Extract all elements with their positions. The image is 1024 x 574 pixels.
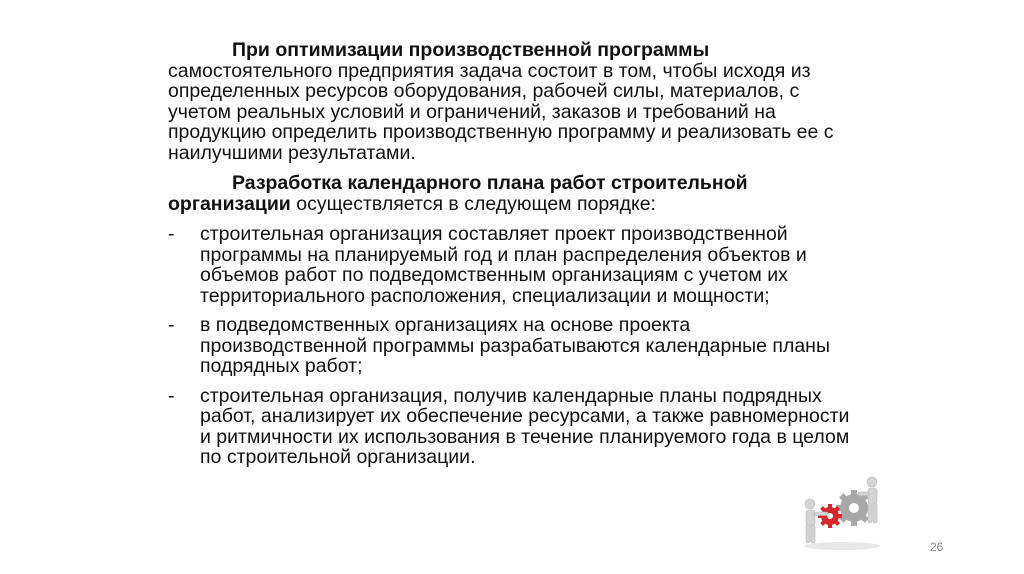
list-item xyxy=(168,224,858,306)
paragraph-calendar-plan-text: осуществляется в следующем порядке: xyxy=(296,192,656,215)
slide-body xyxy=(168,40,858,477)
page-number: 26 xyxy=(930,540,944,554)
list-marker: - xyxy=(168,384,175,407)
paragraph-optimization-text: самостоятельного предприятия задача состоит в том, чтобы исходя из определенных ресурсов оборудования, рабочей силы, материалов, с учетом реальных условий и ограничений, заказов и требований на продукцию определить производственную программу и реализовать ее с наилучшими результатами. xyxy=(168,59,834,164)
list-item-text: строительная организация составляет проект производственной программы на планируемый год и план распределения объектов и объемов работ по подведомственным организациям с учетом их территориального расположения, специализации и мощности; xyxy=(200,223,807,307)
people-gears-icon xyxy=(796,468,888,552)
paragraph-calendar-plan-lead: Разработка календарного плана работ строительной организации xyxy=(168,172,748,215)
list-item xyxy=(168,386,858,468)
paragraph-optimization-lead: При оптимизации производственной программы xyxy=(232,39,710,61)
list-item-text: в подведомственных организациях на основе проекта производственной программы разрабатываются календарные планы подрядных работ; xyxy=(200,314,830,377)
paragraph-optimization xyxy=(168,40,858,163)
paragraph-calendar-plan xyxy=(168,173,858,214)
list-item-text: строительная организация, получив календарные планы подрядных работ, анализирует их обеспечение ресурсами, а также равномерности и ритмичности их использования в течение планируемого года в целом по строительной организации. xyxy=(200,384,850,468)
list-item xyxy=(168,315,858,377)
list-marker: - xyxy=(168,223,175,245)
list-marker: - xyxy=(168,314,175,336)
